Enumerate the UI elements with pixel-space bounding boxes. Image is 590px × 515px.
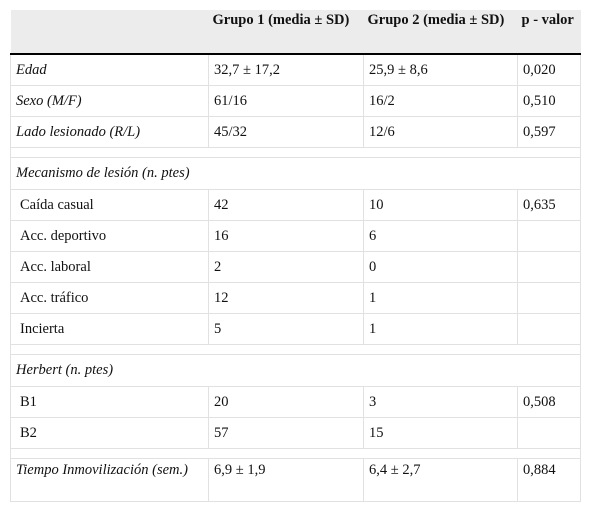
cell-grupo-2: 10 (364, 190, 518, 221)
table-row (11, 387, 581, 418)
cell-grupo-1: 32,7 ± 17,2 (209, 54, 364, 86)
header-p-valor: p - valor (518, 10, 581, 54)
cell-p-valor: 0,884 (518, 459, 581, 502)
spacer-row (11, 449, 581, 459)
header-empty (11, 10, 209, 54)
cell-grupo-2: 0 (364, 252, 518, 283)
row-label: B2 (11, 418, 209, 449)
cell-grupo-1: 57 (209, 418, 364, 449)
spacer-cell (11, 449, 581, 459)
cell-grupo-1: 20 (209, 387, 364, 418)
row-label: Sexo (M/F) (11, 86, 209, 117)
cell-grupo-2: 16/2 (364, 86, 518, 117)
table-row (11, 221, 581, 252)
row-label: Acc. tráfico (11, 283, 209, 314)
row-label: Caída casual (11, 190, 209, 221)
section-row-herbert (11, 355, 581, 387)
cell-grupo-2: 6 (364, 221, 518, 252)
cell-grupo-1: 16 (209, 221, 364, 252)
cell-p-valor: 0,597 (518, 117, 581, 148)
table-row (11, 314, 581, 345)
section-row-mecanismo (11, 158, 581, 190)
cell-grupo-2: 25,9 ± 8,6 (364, 54, 518, 86)
table-row (11, 252, 581, 283)
table-row (11, 459, 581, 502)
cell-p-valor: 0,635 (518, 190, 581, 221)
cell-grupo-1: 6,9 ± 1,9 (209, 459, 364, 502)
results-table (10, 10, 581, 502)
header-grupo-2: Grupo 2 (media ± SD) (364, 10, 518, 54)
results-table-container (10, 10, 580, 502)
cell-p-valor: 0,508 (518, 387, 581, 418)
cell-p-valor: 0,020 (518, 54, 581, 86)
row-label: Incierta (11, 314, 209, 345)
cell-p-valor: 0,510 (518, 86, 581, 117)
cell-grupo-1: 61/16 (209, 86, 364, 117)
table-row (11, 283, 581, 314)
cell-p-valor (518, 252, 581, 283)
table-row (11, 54, 581, 86)
spacer-cell (11, 148, 581, 158)
cell-grupo-2: 12/6 (364, 117, 518, 148)
header-row (11, 10, 581, 54)
row-label: Edad (11, 54, 209, 86)
row-label: Lado lesionado (R/L) (11, 117, 209, 148)
row-label: B1 (11, 387, 209, 418)
cell-grupo-1: 45/32 (209, 117, 364, 148)
table-row (11, 117, 581, 148)
cell-grupo-2: 15 (364, 418, 518, 449)
spacer-row (11, 345, 581, 355)
cell-grupo-1: 5 (209, 314, 364, 345)
section-title-herbert: Herbert (n. ptes) (11, 355, 581, 387)
spacer-row (11, 148, 581, 158)
cell-grupo-1: 12 (209, 283, 364, 314)
table-row (11, 86, 581, 117)
table-row (11, 190, 581, 221)
cell-grupo-2: 1 (364, 314, 518, 345)
table-row (11, 418, 581, 449)
row-label: Acc. deportivo (11, 221, 209, 252)
cell-p-valor (518, 418, 581, 449)
cell-p-valor (518, 314, 581, 345)
header-grupo-1: Grupo 1 (media ± SD) (209, 10, 364, 54)
section-title-mecanismo: Mecanismo de lesión (n. ptes) (11, 158, 581, 190)
cell-grupo-1: 2 (209, 252, 364, 283)
row-label: Acc. laboral (11, 252, 209, 283)
spacer-cell (11, 345, 581, 355)
cell-grupo-2: 6,4 ± 2,7 (364, 459, 518, 502)
cell-grupo-2: 1 (364, 283, 518, 314)
row-label: Tiempo Inmovilización (sem.) (11, 459, 209, 502)
cell-p-valor (518, 283, 581, 314)
cell-grupo-2: 3 (364, 387, 518, 418)
cell-p-valor (518, 221, 581, 252)
cell-grupo-1: 42 (209, 190, 364, 221)
